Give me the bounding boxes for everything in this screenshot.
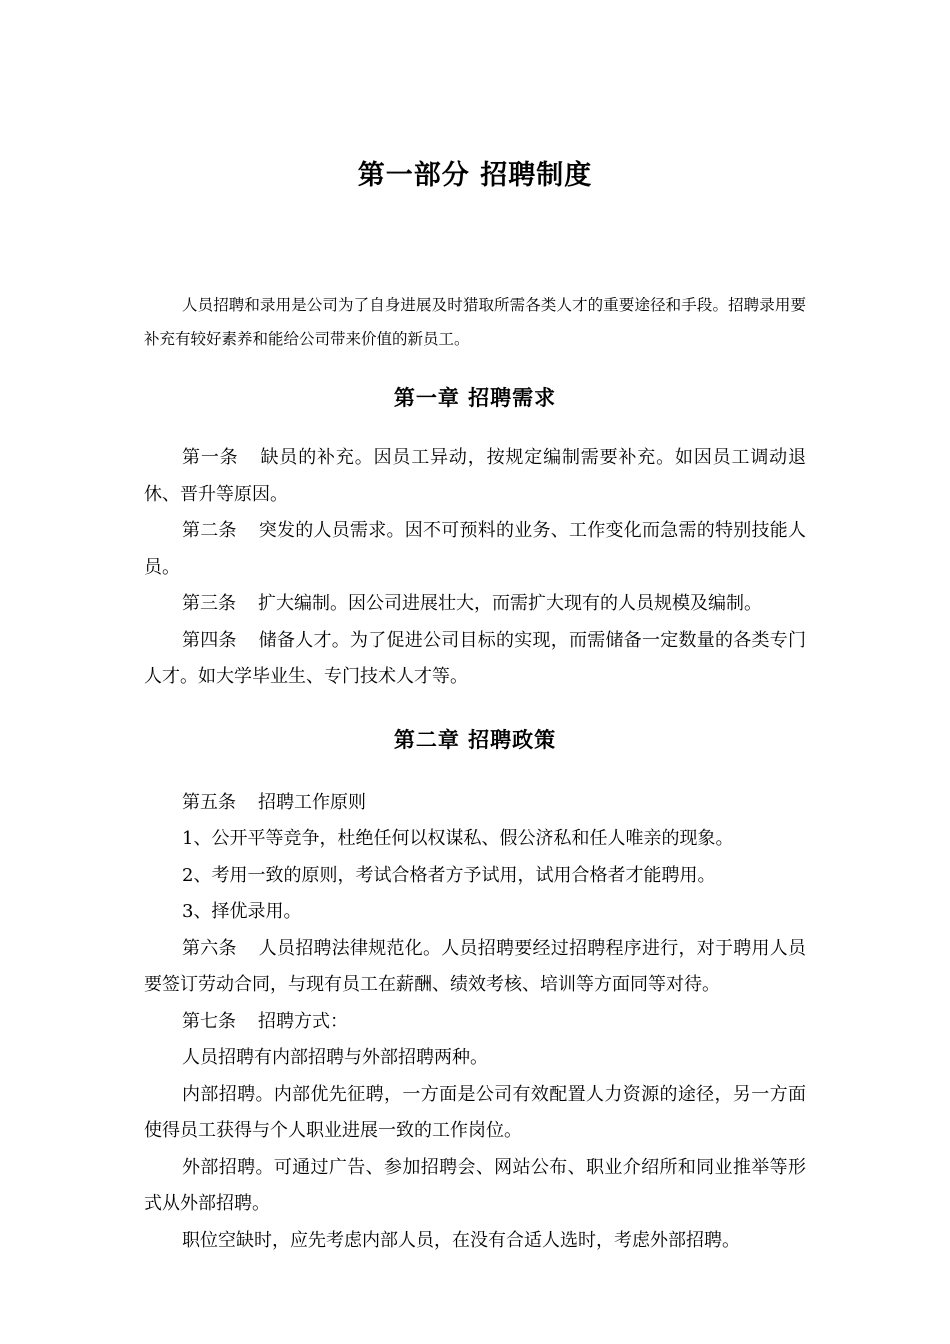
method-priority: 职位空缺时，应先考虑内部人员，在没有合适人选时，考虑外部招聘。 [182,1229,740,1251]
part-title: 第一部分 招聘制度 [357,160,593,191]
article-3-number: 第三条 [182,593,236,614]
method-internal: 内部招聘。内部优先征聘，一方面是公司有效配置人力资源的途径，另一方面使得员工获得与个人职业进展一致的工作岗位。 [144,1083,806,1141]
chapter-1-title: 第一章 招聘需求 [393,385,557,410]
article-6 [144,931,806,1004]
article-1 [144,440,806,513]
article-2-number: 第二条 [182,520,237,541]
chapter-2-title: 第二章 招聘政策 [393,726,557,752]
principle-1: 1、公开平等竞争，杜绝任何以权谋私、假公济私和任人唯亲的现象。 [182,828,734,849]
article-6-number: 第六条 [182,937,237,959]
article-5-text: 招聘工作原则 [258,791,366,813]
article-4-number: 第四条 [182,629,237,651]
article-3-text: 扩大编制。因公司进展壮大，而需扩大现有的人员规模及编制。 [258,593,762,614]
method-external: 外部招聘。可通过广告、参加招聘会、网站公布、职业介绍所和同业推举等形式从外部招聘。 [144,1156,806,1214]
principle-2: 2、考用一致的原则，考试合格者方予试用，试用合格者才能聘用。 [182,864,716,886]
article-3 [144,586,806,623]
principle-3: 3、择优录用。 [182,901,302,922]
method-overview: 人员招聘有内部招聘与外部招聘两种。 [182,1047,488,1068]
article-2-text: 突发的人员需求。因不可预料的业务、工作变化而急需的特别技能人员。 [144,520,806,578]
article-4-text: 储备人才。为了促进公司目标的实现，而需储备一定数量的各类专门人才。如大学毕业生、专门技术人才等。 [144,629,806,687]
article-7-text: 招聘方式： [258,1010,348,1032]
article-1-number: 第一条 [182,447,239,468]
article-7-number: 第七条 [182,1010,236,1032]
chapter-2-articles [144,755,806,1260]
article-5 [144,785,806,822]
article-7 [144,1004,806,1041]
article-5-number: 第五条 [182,791,236,813]
article-1-text: 缺员的补充。因员工异动，按规定编制需要补充。如因员工调动退休、晋升等原因。 [144,447,807,505]
chapter-1-articles [144,413,806,696]
article-2 [144,513,806,586]
intro-paragraph: 人员招聘和录用是公司为了自身进展及时猎取所需各类人才的重要途径和手段。招聘录用要补充有较好素养和能给公司带来价值的新员工。 [144,296,806,348]
article-6-text: 人员招聘法律规范化。人员招聘要经过招聘程序进行，对于聘用人员要签订劳动合同，与现有员工在薪酬、绩效考核、培训等方面同等对待。 [144,937,806,995]
article-4 [144,623,806,696]
